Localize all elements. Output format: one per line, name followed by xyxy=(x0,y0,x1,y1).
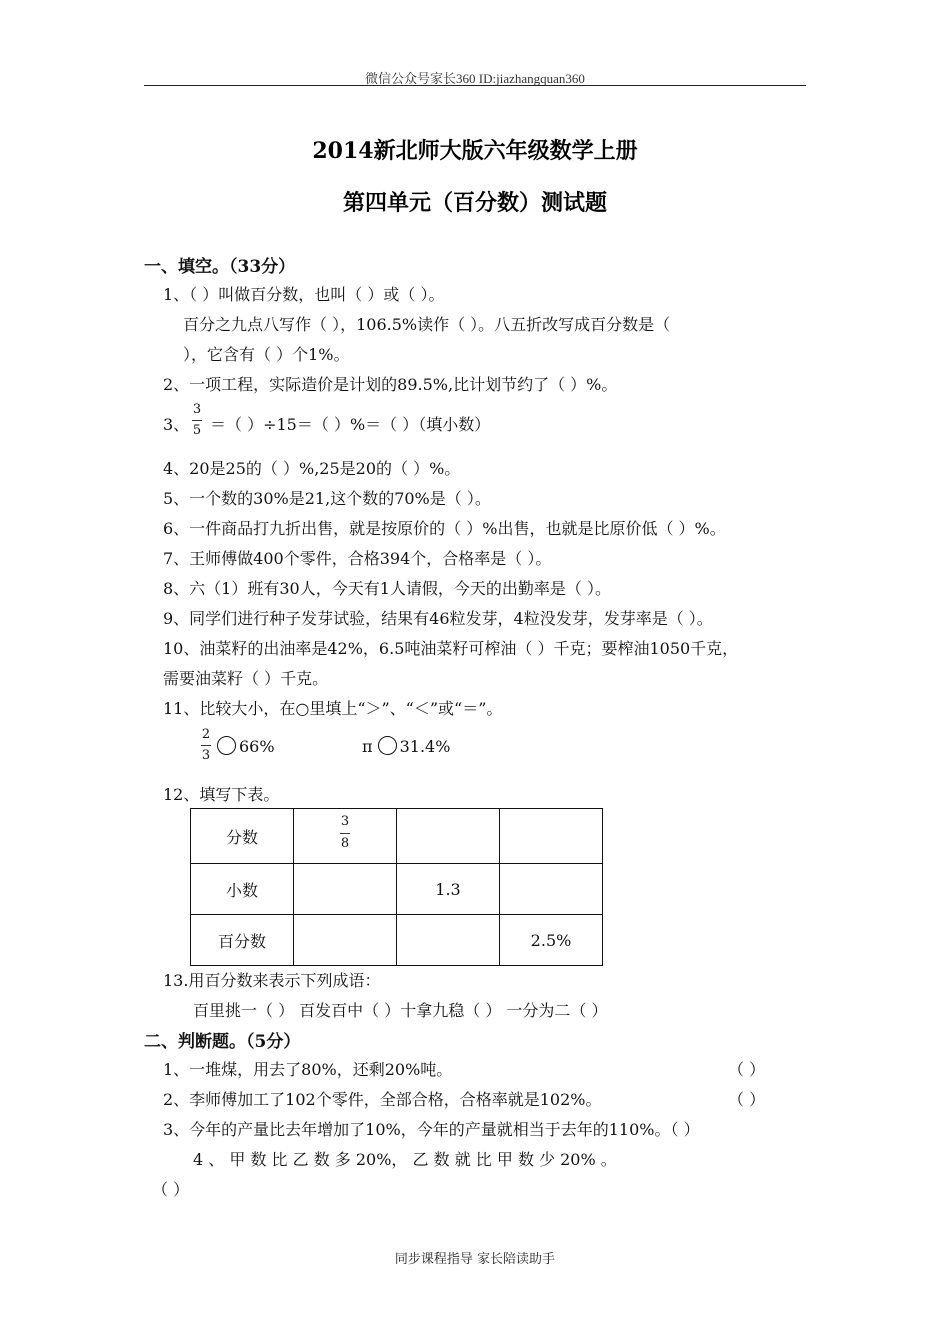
judge-2-mark: （ ） xyxy=(728,1090,766,1109)
q10-line1: 10、油菜籽的出油率是42%，6.5吨油菜籽可榨油（ ）千克；要榨油1050千克， xyxy=(163,639,739,658)
q9: 9、同学们进行种子发芽试验，结果有46粒发芽，4粒没发芽，发芽率是（ ）。 xyxy=(163,609,713,628)
q11: 11、比较大小，在○里填上“＞”、“＜”或“＝”。 xyxy=(163,699,503,718)
q3-rest: ＝（ ）÷15＝（ ）%＝（ ）（填小数） xyxy=(210,415,491,434)
blank-cell xyxy=(500,809,603,864)
page-footer: 同步课程指导 家长陪读助手 xyxy=(394,1252,556,1267)
judge-1: 1、一堆煤，用去了80%，还剩20%吨。 xyxy=(163,1060,453,1079)
blank-cell xyxy=(397,809,500,864)
fraction-bar xyxy=(192,420,202,421)
title-line2: 第四单元（百分数）测试题 xyxy=(342,190,607,216)
q1-line1: 1、（ ）叫做百分数，也叫（ ）或（ ）。 xyxy=(163,285,445,304)
q7: 7、王师傅做400个零件，合格394个，合格率是（ ）。 xyxy=(163,549,552,568)
judge-4-line2: （ ） xyxy=(152,1180,190,1199)
q13-items: 百里挑一（ ） 百发百中（ ）十拿九稳（ ） 一分为二（ ） xyxy=(193,1001,608,1020)
q11a-fraction xyxy=(201,727,211,765)
q11b-value: 31.4% xyxy=(399,737,451,756)
q3-prefix: 3、 xyxy=(163,415,190,434)
q8: 8、六（1）班有30人，今天有1人请假，今天的出勤率是（ ）。 xyxy=(163,579,611,598)
q10-line2: 需要油菜籽（ ）千克。 xyxy=(163,669,329,688)
fraction-bar xyxy=(340,833,350,834)
compare-circle xyxy=(217,736,236,755)
q11b-left: π xyxy=(362,737,373,756)
table-fraction-num: 3 xyxy=(340,814,350,830)
q1-line3: ），它含有（ ）个1%。 xyxy=(183,345,350,364)
title-line1: 2014新北师大版六年级数学上册 xyxy=(312,138,638,164)
row-label-fraction: 分数 xyxy=(191,809,294,864)
judge-1-mark: （ ） xyxy=(728,1060,766,1079)
q11a-fraction-den: 3 xyxy=(201,748,211,764)
q3-fraction xyxy=(192,402,202,440)
section1-heading: 一、填空。（33分） xyxy=(144,257,296,277)
q6: 6、一件商品打九折出售，就是按原价的（ ）%出售，也就是比原价低（ ）%。 xyxy=(163,519,726,538)
q11a-compare xyxy=(217,736,275,756)
q3-fraction-den: 5 xyxy=(192,423,202,439)
table-row xyxy=(191,809,603,864)
q1-line2: 百分之九点八写作（ ），106.5%读作（ ）。八五折改写成百分数是（ xyxy=(183,315,671,334)
q11b-compare xyxy=(362,736,450,756)
fraction-bar xyxy=(201,745,211,746)
blank-cell xyxy=(500,864,603,915)
percent-cell: 2.5% xyxy=(500,915,603,966)
blank-cell xyxy=(294,864,397,915)
table-row xyxy=(191,864,603,915)
judge-4-line1: 4 、 甲 数 比 乙 数 多 20%， 乙 数 就 比 甲 数 少 20% 。 xyxy=(193,1150,617,1169)
q2: 2、一项工程，实际造价是计划的89.5%,比计划节约了（ ）%。 xyxy=(163,375,618,394)
q13: 13.用百分数来表示下列成语： xyxy=(163,971,381,990)
q11a-fraction-num: 2 xyxy=(201,727,211,742)
decimal-cell: 1.3 xyxy=(397,864,500,915)
q5: 5、一个数的30%是21,这个数的70%是（ ）。 xyxy=(163,489,491,508)
fraction-cell xyxy=(294,809,397,864)
page-header: 微信公众号家长360 ID:jiazhangquan360 xyxy=(365,71,585,86)
blank-cell xyxy=(294,915,397,966)
q12: 12、填写下表。 xyxy=(163,785,280,804)
judge-3: 3、今年的产量比去年增加了10%，今年的产量就相当于去年的110%。（ ） xyxy=(163,1120,700,1139)
header-rule xyxy=(144,85,806,86)
table-row xyxy=(191,915,603,966)
q11a-value: 66% xyxy=(239,737,275,756)
q4: 4、20是25的（ ）%,25是20的（ ）%。 xyxy=(163,459,461,478)
table-fraction-den: 8 xyxy=(340,835,350,851)
section2-heading: 二、判断题。（5分） xyxy=(144,1032,301,1052)
row-label-percent: 百分数 xyxy=(191,915,294,966)
compare-circle xyxy=(378,736,397,755)
row-label-decimal: 小数 xyxy=(191,864,294,915)
judge-2: 2、李师傅加工了102个零件，全部合格，合格率就是102%。 xyxy=(163,1090,602,1109)
blank-cell xyxy=(397,915,500,966)
conversion-table xyxy=(190,808,603,966)
q3-fraction-num: 3 xyxy=(192,402,202,417)
